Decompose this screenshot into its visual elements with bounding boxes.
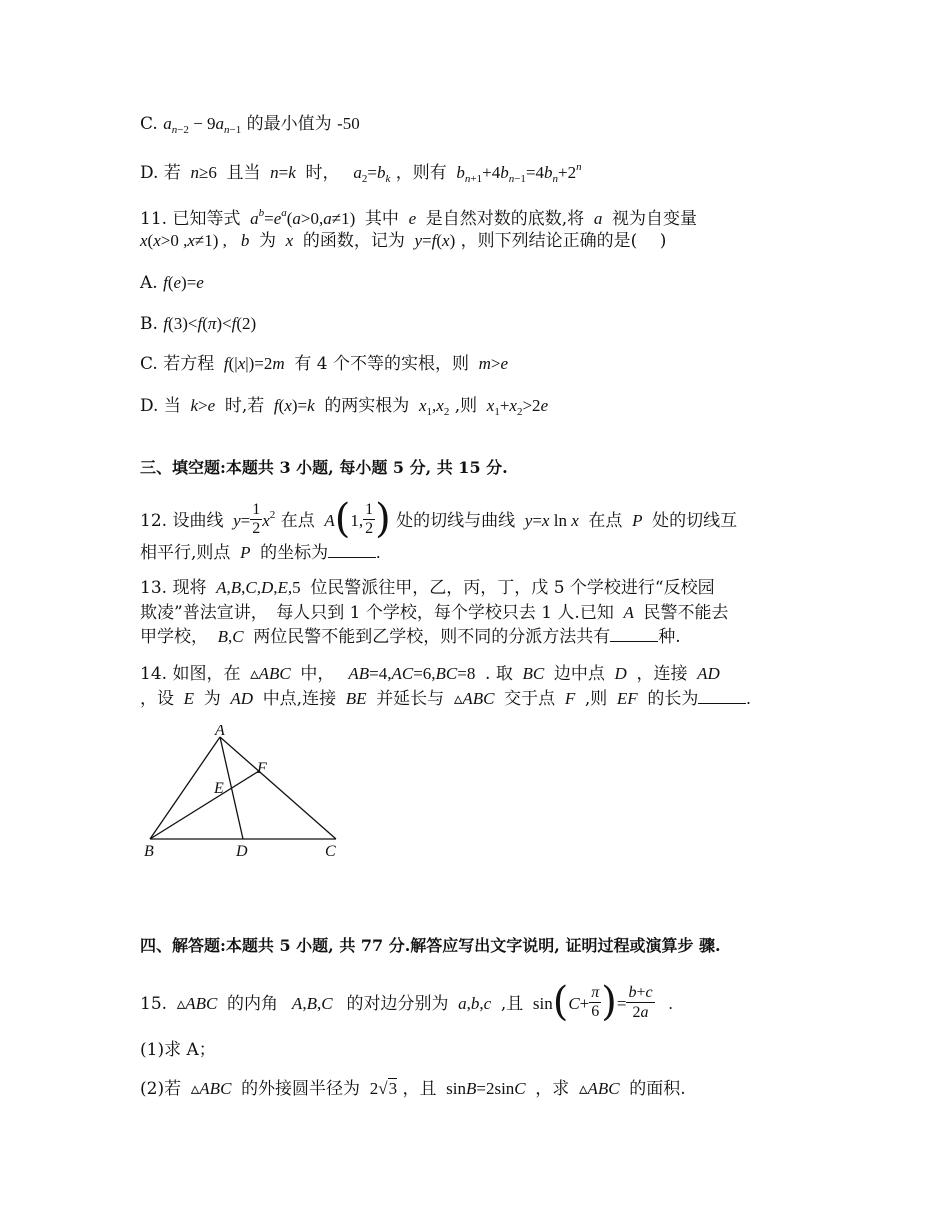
q12-line-1: 12. 设曲线 y= $\frac{1}{2}$ $x^2$ 在点 A(1, $\frac{1}{2}$ ) 处的切线与曲线 y=x ln x 在点 P 处的切线互 <box>140 495 738 542</box>
q12-line-2: 相平行,则点 P 的坐标为 . <box>140 543 381 563</box>
label-f: F <box>257 760 267 777</box>
label-e: E <box>214 780 224 797</box>
label-b: B <box>144 843 154 860</box>
answer-blank[interactable] <box>328 541 376 558</box>
q11-line-2: x(x>0 ,x≠1) , b 为 x 的函数，记为 y=f(x) ，则下列结论正确的是( ) <box>140 231 667 251</box>
label-c: C <box>325 843 336 860</box>
option-d-line: D. 若 n≥6 且当 n=k 时， $a_2=b_k$ ，则有 $b_{n+1}+4b_{n-1}=4b_n+2^n$ <box>140 161 582 185</box>
q11-line-1: 11. 已知等式 $a^b=e^a(a>0,a\ne 1)$ 其中 e 是自然对数的底数,将 a 视为自变量 <box>140 207 697 229</box>
q13-line-1: 13. 现将 A,B,C,D,E,5 位民警派往甲，乙，丙，丁，戊 5 个学校进行“反校园 <box>140 578 715 598</box>
q13-line-2: 欺凌”普法宣讲， 每人只到 1 个学校，每个学校只去 1 人.已知 A 民警不能去 <box>140 603 729 623</box>
q11-option-c: C. 若方程 f(|x|)=2m 有 4 个不等的实根，则 m>e <box>140 354 509 374</box>
answer-blank[interactable] <box>610 625 658 642</box>
q11-option-d: D. 当 k>e 时,若 f(x)=k 的两实根为 $x_1,x_2$ ,则 $x_1+x_2>2e$ <box>140 396 549 418</box>
q15-part-2: (2)若 ▵ABC 的外接圆半径为 2√3 ，且 sinB=2sinC ，求 ▵ABC 的面积. <box>140 1079 686 1099</box>
label-a: A <box>215 725 225 739</box>
segment-bf <box>150 771 259 839</box>
side-ab <box>150 737 220 839</box>
q14-line-2: ，设 E 为 AD 中点,连接 BE 并延长与 ▵ABC 交于点 F ,则 EF 的长为 . <box>140 689 751 709</box>
q11-option-a: A. f(e)=e <box>140 273 204 293</box>
q14-line-1: 14. 如图，在 ▵ABC 中， AB=4,AC=6,BC=8 . 取 BC 边中点 D ，连接 AD <box>140 664 720 684</box>
label-d: D <box>236 843 248 860</box>
section-3-heading: 三、填空题:本题共 3 小题, 每小题 5 分, 共 15 分. <box>140 458 508 477</box>
q11-option-b: B. f(3)<f(π)<f(2) <box>140 314 257 334</box>
q15-part-1: (1)求 A； <box>140 1040 216 1060</box>
option-c-line: C. $a_{n-2} - 9a_{n-1}$ 的最小值为 -50 <box>140 114 360 136</box>
answer-blank[interactable] <box>698 687 746 704</box>
q15-line-1: 15. ▵ABC 的内角 A,B,C 的对边分别为 a,b,c ,且 sin(C+ $\frac{\pi}{6}$ )= $\frac{b+c}{2a}$ . <box>140 978 673 1025</box>
side-ac <box>220 737 336 839</box>
section-4-heading: 四、解答题:本题共 5 小题, 共 77 分.解答应写出文字说明, 证明过程或演算步 骤. <box>140 936 721 955</box>
q13-line-3: 甲学校， B,C 两位民警不能到乙学校，则不同的分派方法共有 种. <box>140 627 681 647</box>
triangle-figure <box>140 725 350 865</box>
